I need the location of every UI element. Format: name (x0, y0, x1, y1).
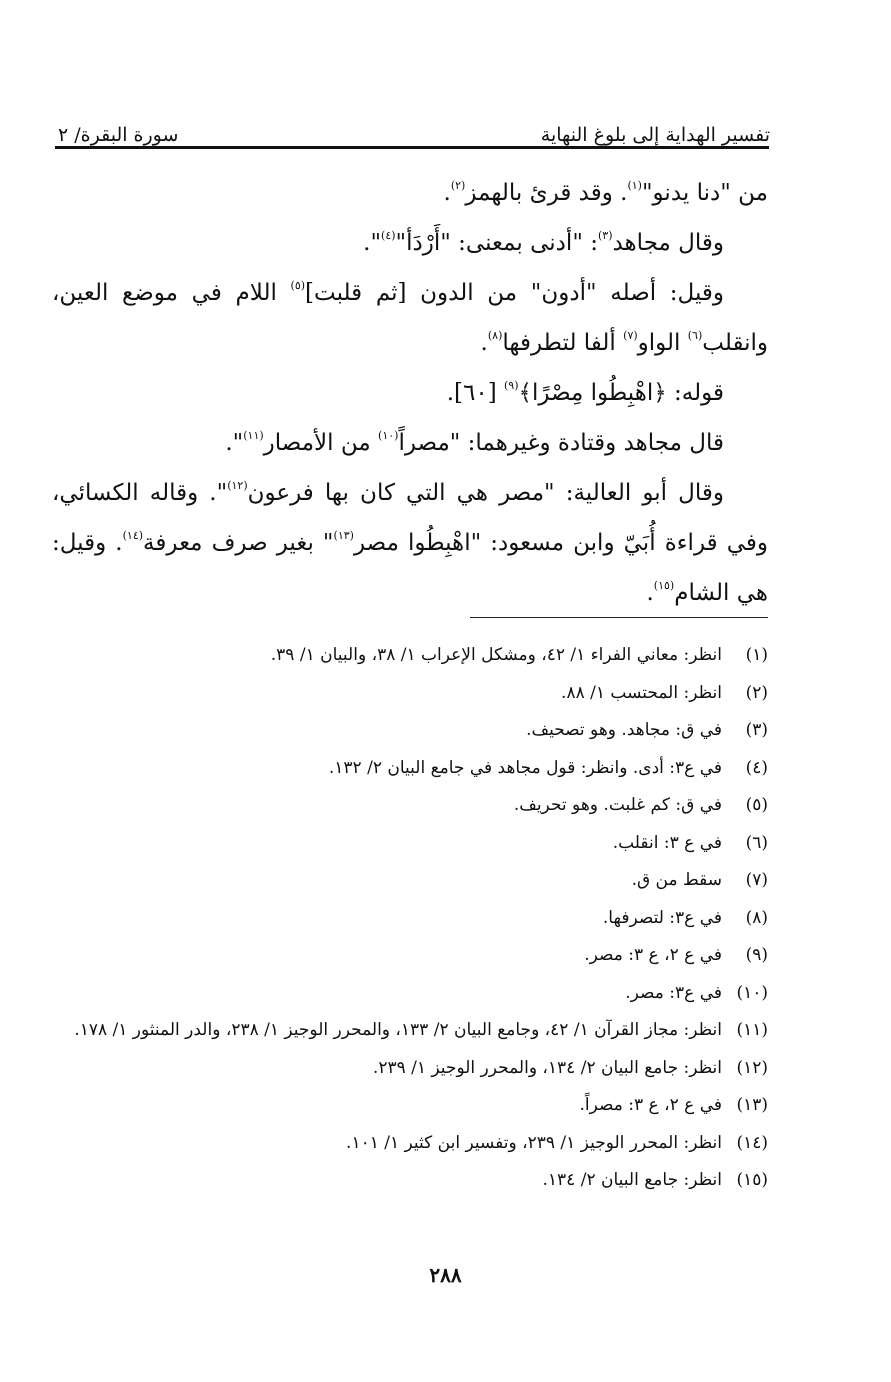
footnote-number: (١٣) (736, 1095, 768, 1115)
footnote-separator (470, 617, 768, 618)
footnote-number: (٢) (745, 682, 768, 703)
footnote-ref: (٦) (687, 329, 703, 342)
footnote-ref: (٥) (290, 279, 306, 292)
footnote-text: انظر: المحرر الوجيز ١/ ٢٣٩، وتفسير ابن كثير ١/ ١٠١. (346, 1132, 722, 1153)
paragraph: وقيل: أصله "أدون" من الدون [ثم قلبت]$^{(٥)}$ اللام في موضع العين، وانقلب$^{(٦)}$ الواو$^{(٧)}$ ألفا لتطرفها$^{(٨)}$. (52, 279, 768, 356)
footnote (52, 825, 768, 863)
header-rule (55, 146, 769, 149)
page-number: ٢٨٨ (429, 1263, 462, 1287)
footnote-number: (٥) (745, 795, 768, 815)
footnote (52, 750, 768, 788)
footnote-ref: (٢) (450, 179, 466, 192)
footnote-text: انظر: مجاز القرآن ١/ ٤٢، وجامع البيان ٢/ ١٣٣، والمحرر الوجيز ١/ ٢٣٨، والدر المنثور ١/ ١٧٨. (74, 1020, 722, 1040)
footnote-ref: (٧) (623, 329, 638, 342)
footnote-ref: (٤) (381, 229, 396, 242)
footnote (52, 975, 768, 1013)
footnote-text: في ع ٣: انقلب. (612, 832, 722, 853)
footnote-text: في ع٣: لتصرفها. (602, 907, 722, 928)
footnote-number: (١٤) (736, 1132, 768, 1153)
footnote-number: (١٠) (736, 982, 768, 1003)
footnote-number: (٣) (745, 720, 768, 740)
footnote (52, 1050, 768, 1088)
footnote-text: في ق: كم غلبت. وهو تحريف. (513, 795, 722, 815)
footnote-number: (٨) (745, 907, 768, 928)
footnote-ref: (١١) (243, 429, 264, 442)
footnote-ref: (١٠) (378, 429, 399, 442)
footnote-ref: (٨) (487, 329, 503, 342)
footnote-text: في ع٣: مصر. (625, 982, 722, 1003)
paragraph: وقال مجاهد$^{(٣)}$: "أدنى بمعنى: "أَرْدَأ"$^{(٤)}$". (363, 229, 724, 256)
paragraph: من "دنا يدنو"$^{(١)}$. وقد قرئ بالهمز$^{(٢)}$. (443, 179, 768, 206)
footnote-ref: (١) (627, 179, 642, 192)
running-header (58, 112, 770, 146)
footnote-number: (١٢) (736, 1057, 768, 1078)
footnote (52, 637, 768, 675)
paragraph: قال مجاهد وقتادة وغيرهما: "مصراً$^{(١٠)}$ من الأمصار$^{(١١)}$". (225, 429, 724, 456)
footnote-ref: (١٥) (653, 579, 675, 592)
footnotes (52, 637, 768, 1200)
footnote (52, 712, 768, 750)
footnote-number: (٦) (745, 832, 768, 853)
footnote-text: في ع ٢، ع ٣: مصراً. (579, 1095, 722, 1115)
footnote (52, 1012, 768, 1050)
footnote (52, 862, 768, 900)
footnote-ref: (١٤) (122, 529, 144, 542)
footnote-number: (١٥) (736, 1170, 768, 1190)
main-text (52, 168, 768, 618)
footnote (52, 1125, 768, 1163)
footnote-number: (٤) (745, 757, 768, 778)
footnote-number: (١١) (736, 1020, 768, 1040)
paragraph: وقال أبو العالية: "مصر هي التي كان بها فرعون$^{(١٢)}$". وقاله الكسائي، وفي قراءة أُبَيّ وابن مسعود: "اهْبِطُوا مصر$^{(١٣)}$" بغير صرف معرفة$^{(١٤)}$. وقيل: هي الشام$^{(١٥)}$. (52, 479, 768, 606)
footnote-text: انظر: معاني الفراء ١/ ٤٢، ومشكل الإعراب ١/ ٣٨، والبيان ١/ ٣٩. (270, 645, 722, 665)
footnote-text: انظر: جامع البيان ٢/ ١٣٤، والمحرر الوجيز ١/ ٢٣٩. (372, 1057, 722, 1078)
footnote-ref: (٣) (597, 229, 613, 242)
footnote-text: في ع٣: أدى. وانظر: قول مجاهد في جامع البيان ٢/ ١٣٢. (328, 757, 722, 778)
footnote-text: في ق: مجاهد. وهو تصحيف. (526, 720, 722, 740)
footnote (52, 937, 768, 975)
footnote-text: انظر: جامع البيان ٢/ ١٣٤. (542, 1170, 722, 1190)
footnote (52, 675, 768, 713)
footnote-ref: (١٣) (333, 529, 354, 542)
footnote-text: سقط من ق. (631, 870, 722, 890)
paragraph: قوله: ﴿اهْبِطُوا مِصْرًا﴾$^{(٩)}$ [٦٠]. (446, 379, 724, 406)
footnote-text: في ع ٢، ع ٣: مصر. (584, 945, 722, 965)
footnote-ref: (٩) (504, 379, 519, 392)
footnote-number: (٩) (745, 945, 768, 965)
footnote-number: (٧) (745, 870, 768, 890)
footnote (52, 1087, 768, 1125)
footnote (52, 1162, 768, 1200)
footnote-text: انظر: المحتسب ١/ ٨٨. (561, 682, 722, 703)
footnote-number: (١) (745, 645, 768, 665)
footnote (52, 900, 768, 938)
footnote (52, 787, 768, 825)
footnote-ref: (١٢) (227, 479, 248, 492)
header-book-title: تفسير الهداية إلى بلوغ النهاية (540, 124, 770, 146)
header-surah: سورة البقرة/ ٢ (58, 124, 179, 146)
